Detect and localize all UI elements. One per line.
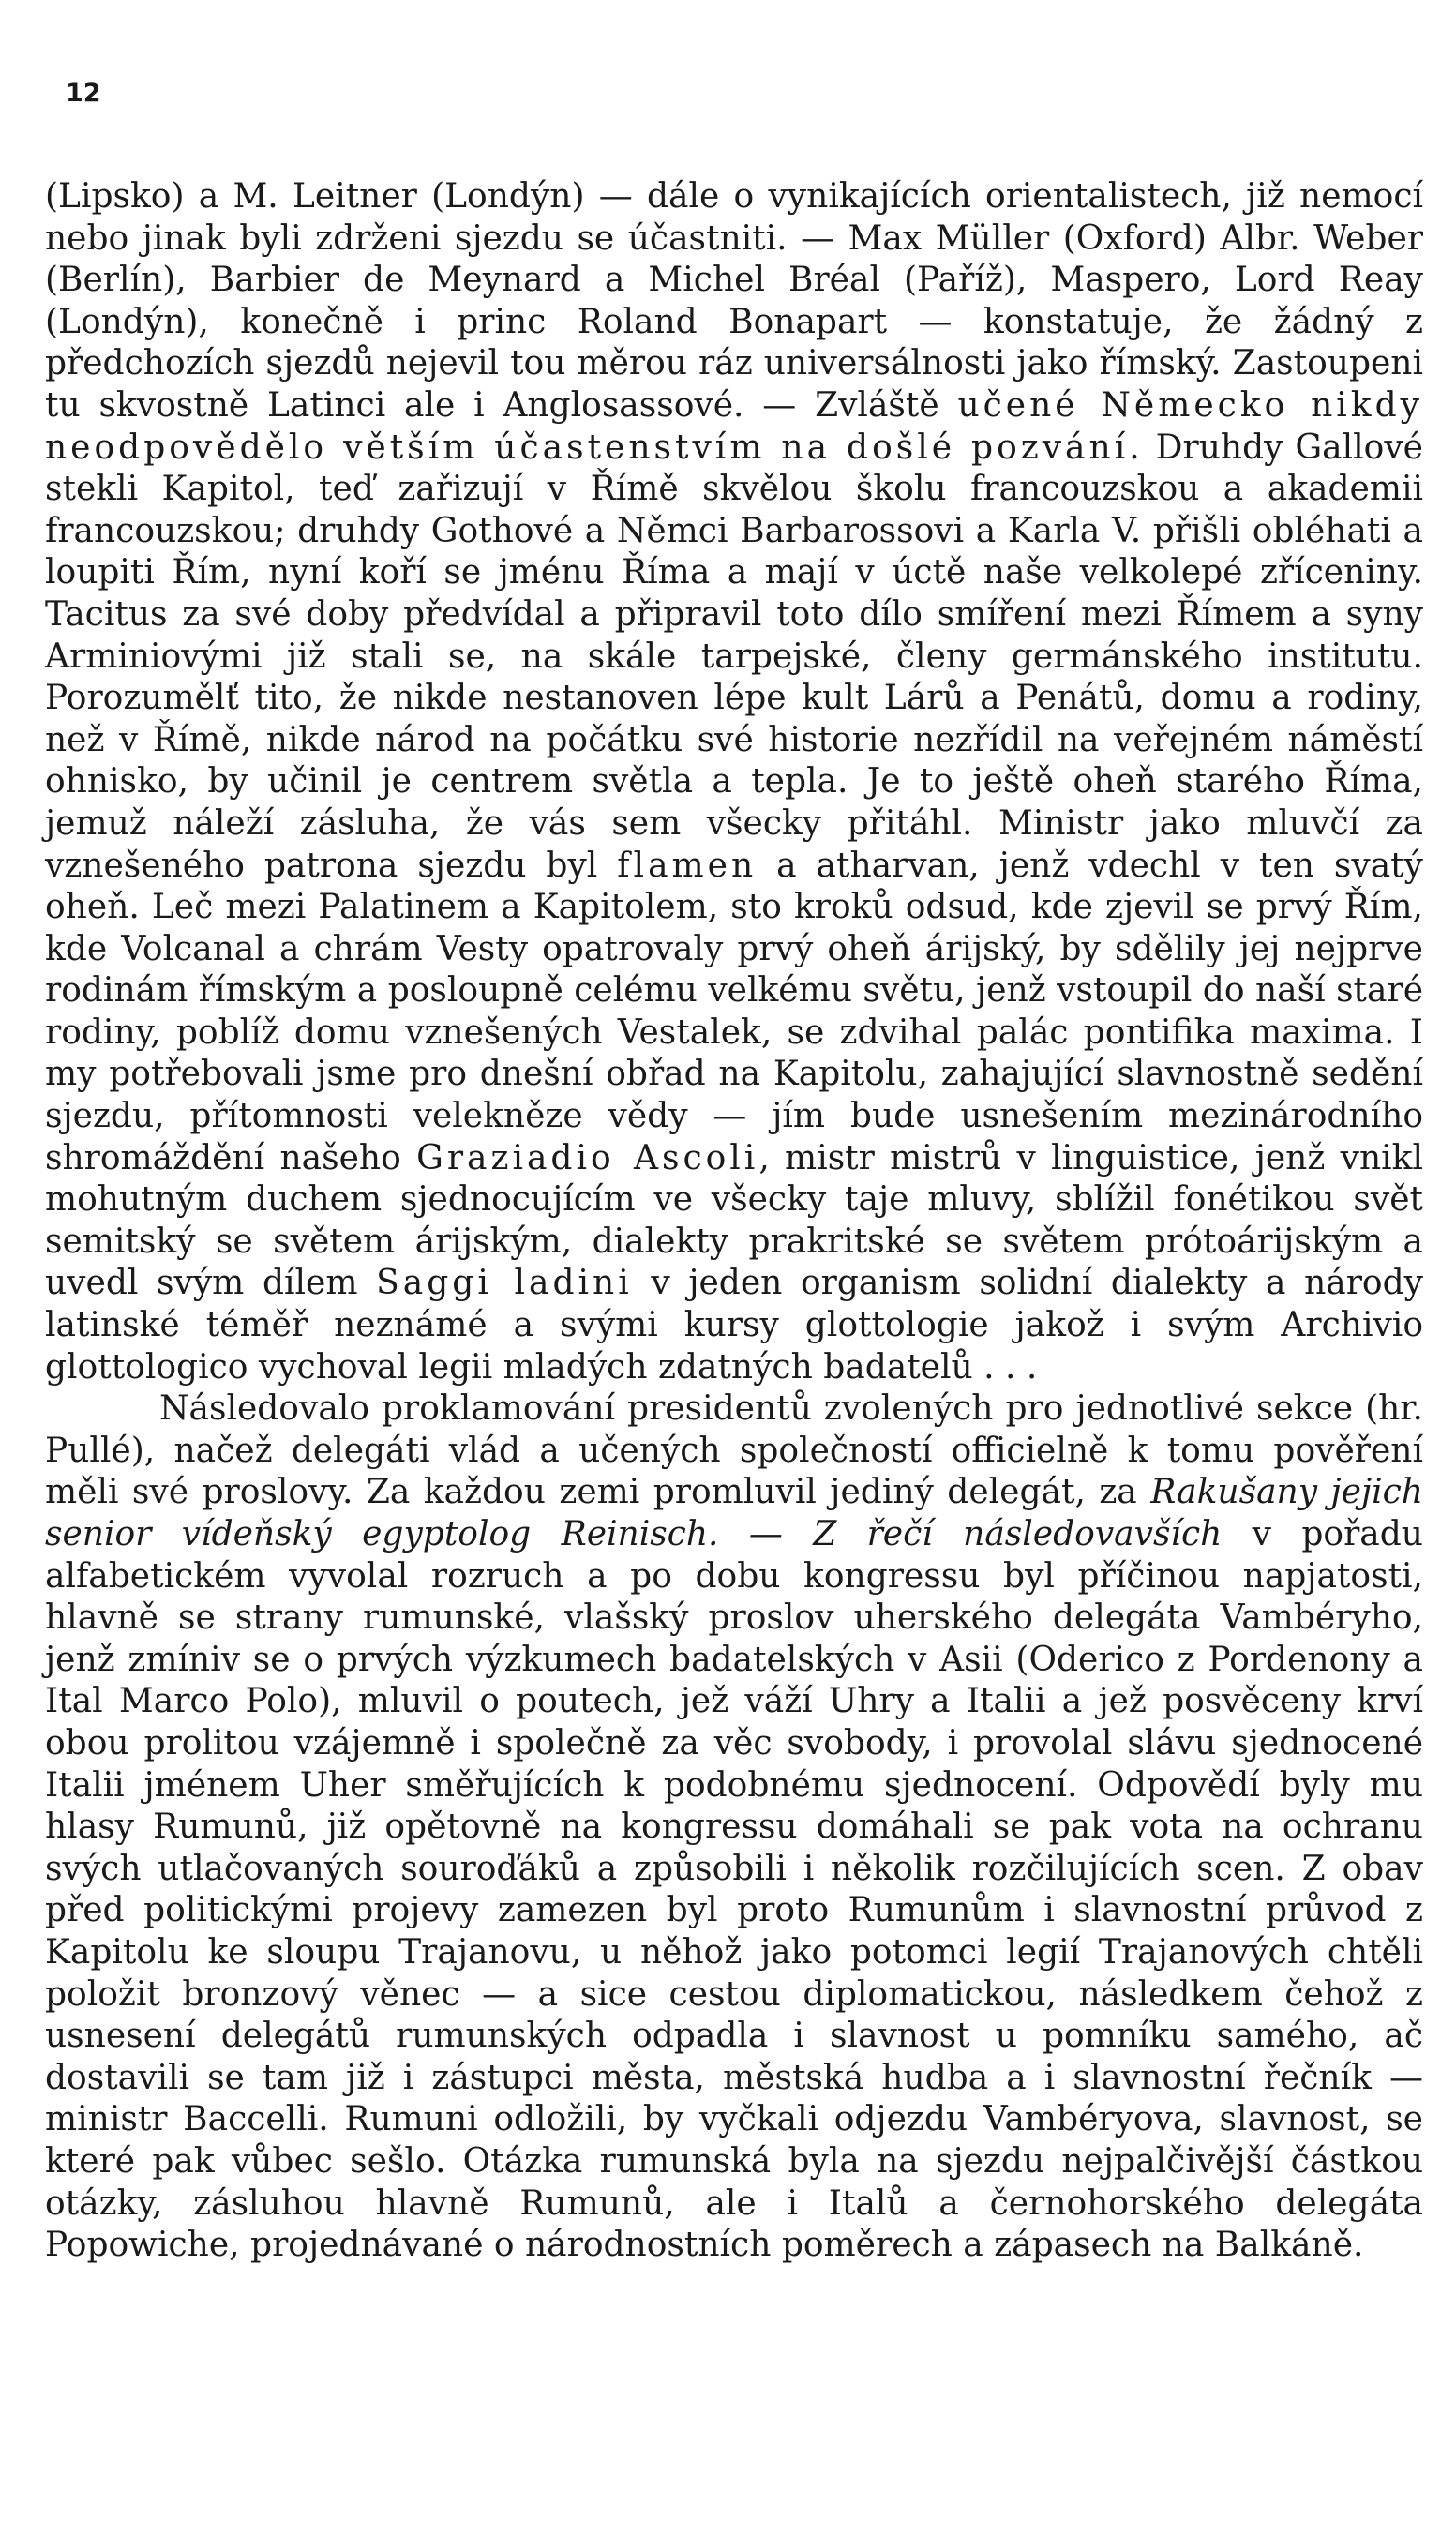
paragraph-1-text-a: (Lipsko) a M. Leitner (Londýn) — dále o vynikajících orientalistech, již nemocí nebo jinak byli zdrženi sjezdu se účastniti. — Max Müller (Oxford) Albr. Weber (Berlín), Barbier de Meynard a Michel Bréal (Paříž), Maspero, Lord Reay (Londýn), konečně i princ Roland Bonapart — konstatuje, že žádný z předchozích sjezdů nejevil tou měrou ráz universálnosti jako římský. Zastoupeni tu skvostně Latinci ale i Anglosassové. — Zvláště bbox=[45, 177, 1423, 425]
paragraph-1-text-d: , mistr mistrů v linguistice, jenž vnikl mohutným duchem sjednocujícím ve všecky taje mluvy, sblížil fonétikou svět semitský se světem árijským, dialekty prakritské se světem prótoárijským a uvedl svým dílem bbox=[45, 1138, 1423, 1303]
italic-emphasis-reinisch: Rakušany jejich senior vídeňský egyptolog Reinisch. — Z řečí následovavších bbox=[45, 1473, 1423, 1553]
spaced-emphasis-germany: učené Německo nikdy neodpovědělo větším účastenstvím na došlé pozvání. bbox=[45, 385, 1423, 467]
paragraph-2-text-b: v pořadu alfabetickém vyvolal rozruch a po dobu kongressu byl příčinou napjatosti, hlavně se strany rumunské, vlašský proslov uherského delegáta Vambéryho, jenž zmíniv se o prvých výzkumech badatelských v Asii (Oderico z Pordenony a Ital Marco Polo), mluvil o poutech, jež váží Uhry a Italii a jež posvěceny krví obou prolitou vzájemně i společně za věc svobody, i provolal slávu sjednocené Italii jménem Uher směřujících k podobnému sjednocení. Odpovědí byly mu hlasy Rumunů, již opětovně na kongressu domáhali se pak vota na ochranu svých utlačovaných souroďáků a způsobili i několik rozčilujících scen. Z obav před politickými projevy zamezen byl proto Rumunům i slavnostní průvod z Kapitolu ke sloupu Trajanovu, u něhož jako potomci legií Trajanových chtěli položit bronzový věnec — a sice cestou diplomatickou, následkem čehož z usnesení delegátů rumunských odpadla i slavnost u pomníku samého, ač dostavili se tam již i zástupci města, městská hudba a i slavnostní řečník — ministr Baccelli. Rumuni odložili, by vyčkali odjezdu Vambéryova, slavnost, se které pak vůbec sešlo. Otázka rumunská byla na sjezdu nejpalčivější částkou otázky, zásluhou hlavně Rumunů, ale i Italů a černohorského delegáta Popowiche, projednávané o národnostních poměrech a zápasech na Balkáně. bbox=[45, 1515, 1423, 2265]
spaced-emphasis-saggi-ladini: Saggi ladini bbox=[376, 1264, 633, 1303]
body-text bbox=[45, 176, 1423, 2267]
spaced-emphasis-ascoli: Graziadio Ascoli bbox=[416, 1138, 759, 1178]
paragraph-1-text-e: v jeden organism solidní dialekty a národy latinské téměř neznámé a svými kursy glottologie jakož i svým Archivio glottologico vychoval legii mladých zdatných badatelů . . . bbox=[45, 1264, 1423, 1387]
paragraph-1-text-b: Druhdy Gallové stekli Kapitol, teď zařizují v Římě skvělou školu francouzskou a akademii francouzskou; druhdy Gothové a Němci Barbarossovi a Karla V. přišli obléhati a loupiti Řím, nyní koří se jménu Říma a mají v úctě naše velkolepé zříceniny. Tacitus za své doby předvídal a připravil toto dílo smíření mezi Římem a syny Arminiovými již stali se, na skále tarpejské, členy germánského institutu. Porozumělť tito, že nikde nestanoven lépe kult Lárů a Penátů, domu a rodiny, než v Římě, nikde národ na počátku své historie nezřídil na veřejném náměstí ohnisko, by učinil je centrem světla a tepla. Je to ještě oheň starého Říma, jemuž náleží zásluha, že vás sem všecky přitáhl. Ministr jako mluvčí za vznešeného patrona sjezdu byl bbox=[45, 428, 1423, 885]
paragraph-1 bbox=[45, 176, 1423, 1388]
spaced-emphasis-flamen: flamen bbox=[617, 846, 758, 885]
paragraph-2 bbox=[45, 1388, 1423, 2266]
paragraph-2-text-a: Následovalo proklamování presidentů zvolených pro jednotlivé sekce (hr. Pullé), načež delegáti vlád a učených společností officielně k tomu pověření měli své proslovy. Za každou zemi promluvil jediný delegát, za bbox=[45, 1389, 1423, 1512]
page-number: 12 bbox=[66, 79, 101, 108]
paragraph-1-text-c: a atharvan, jenž vdechl v ten svatý oheň. Leč mezi Palatinem a Kapitolem, sto kroků odsud, kde zjevil se prvý Řím, kde Volcanal a chrám Vesty opatrovaly prvý oheň árijský, by sdělily jej nejprve rodinám římským a posloupně celému velkému světu, jenž vstoupil do naší staré rodiny, poblíž domu vznešených Vestalek, se zdvihal palác pontifika maxima. I my potřebovali jsme pro dnešní obřad na Kapitolu, zahajující slavnostně sedění sjezdu, přítomnosti velekněze vědy — jím bude usnešením mezinárodního shromáždění našeho bbox=[45, 846, 1423, 1178]
